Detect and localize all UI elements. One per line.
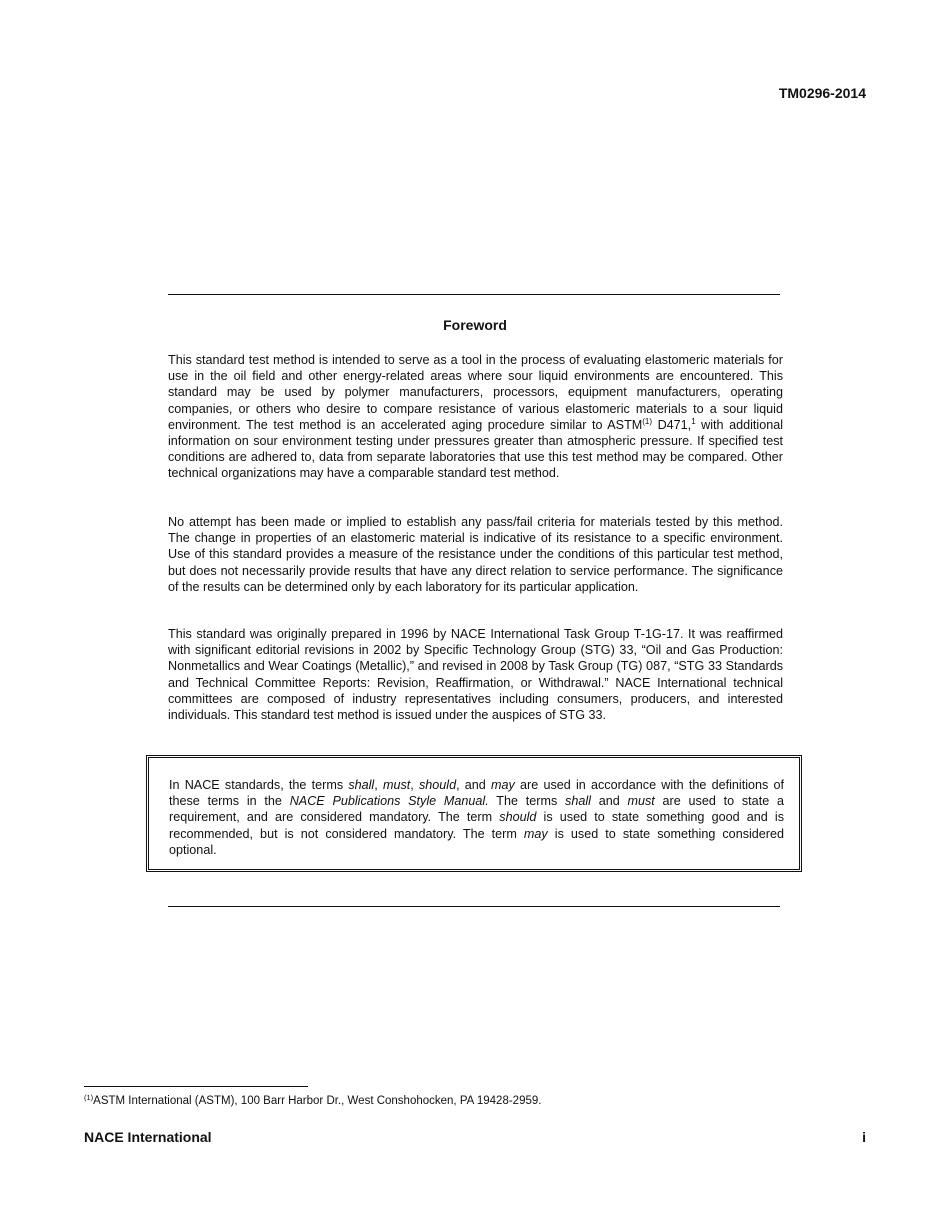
- notice-t4: , and: [456, 778, 492, 792]
- footnote-text: ASTM International (ASTM), 100 Barr Harbor Dr., West Conshohocken, PA 19428-2959.: [93, 1095, 542, 1107]
- notice-t2: ,: [374, 778, 383, 792]
- p2-text: No attempt has been made or implied to establish any pass/fail criteria for materials tested by this method. The change in properties of an elastomeric material is indicative of its resistance to a specific environment. Use of this standard provides a measure of the resistance under the conditions of this particular test method, but does not necessarily provide results that have any direct relation to service performance. The significance of the results can be determined only by each laboratory for its particular application.: [168, 515, 783, 594]
- term-should: should: [418, 778, 457, 792]
- document-id: TM0296-2014: [778, 85, 866, 101]
- notice-t1: In NACE standards, the terms: [169, 778, 349, 792]
- style-manual-title: NACE Publications Style Manual.: [289, 794, 489, 809]
- footer-organization: NACE International: [84, 1129, 212, 1145]
- foreword-paragraph-2: [168, 514, 783, 595]
- p1-text-b: D471,: [652, 417, 692, 432]
- notice-t5: are used in accordance with the definitions of these terms in the: [169, 778, 785, 809]
- p3-text: This standard was originally prepared in 1996 by NACE International Task Group T-1G-17. It was reaffirmed with significant editorial revisions in 2002 by Specific Technology Group (STG) 33, “Oil and Gas Production: Nonmetallics and Wear Coatings (Metallic),” and revised in 2008 by Task Group (TG) 087, “STG 33 Standards and Technical Committee Reports: Revision, Reaffirmation, or Withdrawal.” NACE International technical committees are composed of industry representatives including consumers, producers, and interested individuals. This standard test method is issued under the auspices of STG 33.: [168, 627, 783, 723]
- term-shall-2: shall: [565, 794, 591, 809]
- term-shall: shall: [348, 778, 375, 792]
- term-should-2: should: [499, 810, 537, 825]
- p1-text-c: with additional information on sour environment testing under pressures greater than atmospheric pressure. If specified test conditions are adhered to, data from separate laboratories that use this test method may be compared. Other technical organizations may have a comparable standard test method.: [168, 417, 784, 481]
- footnote-divider: [84, 1086, 308, 1087]
- notice-t6: The terms: [488, 794, 566, 809]
- foreword-paragraph-1: [168, 352, 783, 482]
- bottom-divider: [168, 906, 780, 907]
- term-may: may: [491, 778, 515, 792]
- notice-t3: ,: [410, 778, 419, 792]
- terminology-notice-box: [146, 755, 802, 872]
- notice-t7: and: [590, 794, 628, 809]
- top-divider: [168, 294, 780, 295]
- footnote-ref-1: (1): [642, 416, 653, 426]
- foreword-title: Foreword: [443, 317, 507, 333]
- term-may-2: may: [523, 826, 548, 841]
- notice-t10: is used to state something considered optional.: [169, 826, 784, 857]
- reference-ref-1: 1: [691, 416, 696, 426]
- foreword-paragraph-3: [168, 626, 783, 723]
- term-must-2: must: [627, 794, 655, 809]
- footnote: [84, 1095, 541, 1107]
- page-number: i: [862, 1129, 866, 1145]
- term-must: must: [382, 778, 411, 792]
- notice-t9: is used to state something good and is recommended, but is not considered mandatory. The term: [169, 810, 784, 841]
- notice-t8: are used to state a requirement, and are considered mandatory. The term: [169, 794, 784, 825]
- footnote-mark: (1): [84, 1093, 94, 1102]
- p1-text-a: This standard test method is intended to serve as a tool in the process of evaluating elastomeric materials for use in the oil field and other energy-related areas where sour liquid environments are encountered. This standard may be used by polymer manufacturers, processors, equipment manufacturers, operating companies, or others who desire to compare resistance of various elastomeric materials to a sour liquid environment. The test method is an accelerated aging procedure similar to ASTM: [168, 353, 783, 432]
- notice-text: [169, 777, 784, 858]
